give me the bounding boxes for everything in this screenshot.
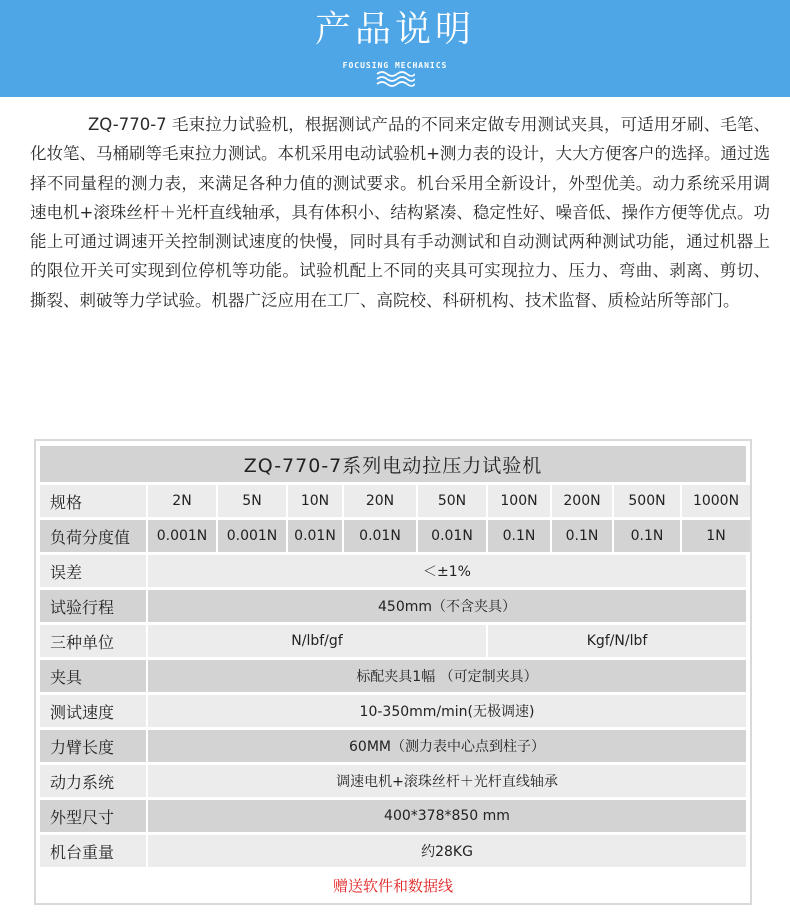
division-cell: 0.001N	[218, 520, 286, 552]
table-row-size	[40, 800, 746, 832]
division-cell: 0.1N	[488, 520, 550, 552]
product-description: ZQ-770-7 毛束拉力试验机，根据测试产品的不同来定做专用测试夹具，可适用牙刷、毛笔、化妆笔、马桶刷等毛束拉力测试。本机采用电动试验机+测力表的设计，大大方便客户的选择。通过选择不同量程的测力表，来满足各种力值的测试要求。机台采用全新设计，外型优美。动力系统采用调速电机+滚珠丝杆＋光杆直线轴承，具有体积小、结构紧凑、稳定性好、噪音低、操作方便等优点。功能上可通过调速开关控制测试速度的快慢，同时具有手动测试和自动测试两种测试功能，通过机器上的限位开关可实现到位停机等功能。试验机配上不同的夹具可实现拉力、压力、弯曲、剥离、剪切、撕裂、刺破等力学试验。机器广泛应用在工厂、高院校、科研机构、技术监督、质检站所等部门。	[30, 115, 770, 310]
spec-cell: 1000N	[682, 485, 750, 517]
table-row-speed	[40, 695, 746, 727]
spec-table	[34, 439, 752, 905]
spec-cell: 20N	[344, 485, 416, 517]
spec-cell: 2N	[148, 485, 216, 517]
error-value: ＜±1%	[148, 555, 746, 587]
size-value: 400*378*850 mm	[148, 800, 746, 832]
wave-icon	[375, 70, 415, 88]
units-right-value: Kgf/N/lbf	[488, 625, 746, 657]
division-cell: 0.1N	[552, 520, 612, 552]
speed-label: 测试速度	[40, 695, 146, 727]
spec-cell: 100N	[488, 485, 550, 517]
speed-value: 10-350mm/min(无极调速)	[148, 695, 746, 727]
table-row-power	[40, 765, 746, 797]
header-banner	[0, 0, 790, 97]
division-label: 负荷分度值	[40, 520, 146, 552]
stroke-value: 450mm（不含夹具）	[148, 590, 746, 622]
spec-cell: 200N	[552, 485, 612, 517]
stroke-label: 试验行程	[40, 590, 146, 622]
page-title: 产品说明	[314, 9, 475, 50]
table-row-stroke	[40, 590, 746, 622]
brand-subtitle: FOCUSING MECHANICS	[342, 61, 448, 70]
spec-cell: 500N	[614, 485, 680, 517]
spec-cell: 10N	[288, 485, 342, 517]
table-row-weight	[40, 835, 746, 867]
arm-value: 60MM（测力表中心点到柱子）	[148, 730, 746, 762]
table-row-divisions	[40, 520, 746, 552]
fixture-label: 夹具	[40, 660, 146, 692]
table-title: ZQ-770-7系列电动拉压力试验机	[40, 446, 746, 482]
power-label: 动力系统	[40, 765, 146, 797]
table-row-error	[40, 555, 746, 587]
spec-label: 规格	[40, 485, 146, 517]
division-cell: 0.01N	[418, 520, 486, 552]
power-value: 调速电机+滚珠丝杆＋光杆直线轴承	[148, 765, 746, 797]
fixture-value: 标配夹具1幅 （可定制夹具）	[148, 660, 746, 692]
weight-label: 机台重量	[40, 835, 146, 867]
table-row-gift	[40, 869, 746, 901]
table-title-row	[40, 446, 746, 482]
gift-note: 赠送软件和数据线	[40, 869, 746, 901]
table-row-specs	[40, 485, 746, 517]
units-label: 三种单位	[40, 625, 146, 657]
spec-cell: 50N	[418, 485, 486, 517]
table-row-fixture	[40, 660, 746, 692]
units-left-value: N/lbf/gf	[148, 625, 486, 657]
division-cell: 0.1N	[614, 520, 680, 552]
division-cell: 0.001N	[148, 520, 216, 552]
table-row-arm	[40, 730, 746, 762]
division-cell: 0.01N	[344, 520, 416, 552]
size-label: 外型尺寸	[40, 800, 146, 832]
division-cell: 0.01N	[288, 520, 342, 552]
weight-value: 约28KG	[148, 835, 746, 867]
table-row-units	[40, 625, 746, 657]
arm-label: 力臂长度	[40, 730, 146, 762]
spec-cell: 5N	[218, 485, 286, 517]
error-label: 误差	[40, 555, 146, 587]
division-cell: 1N	[682, 520, 750, 552]
